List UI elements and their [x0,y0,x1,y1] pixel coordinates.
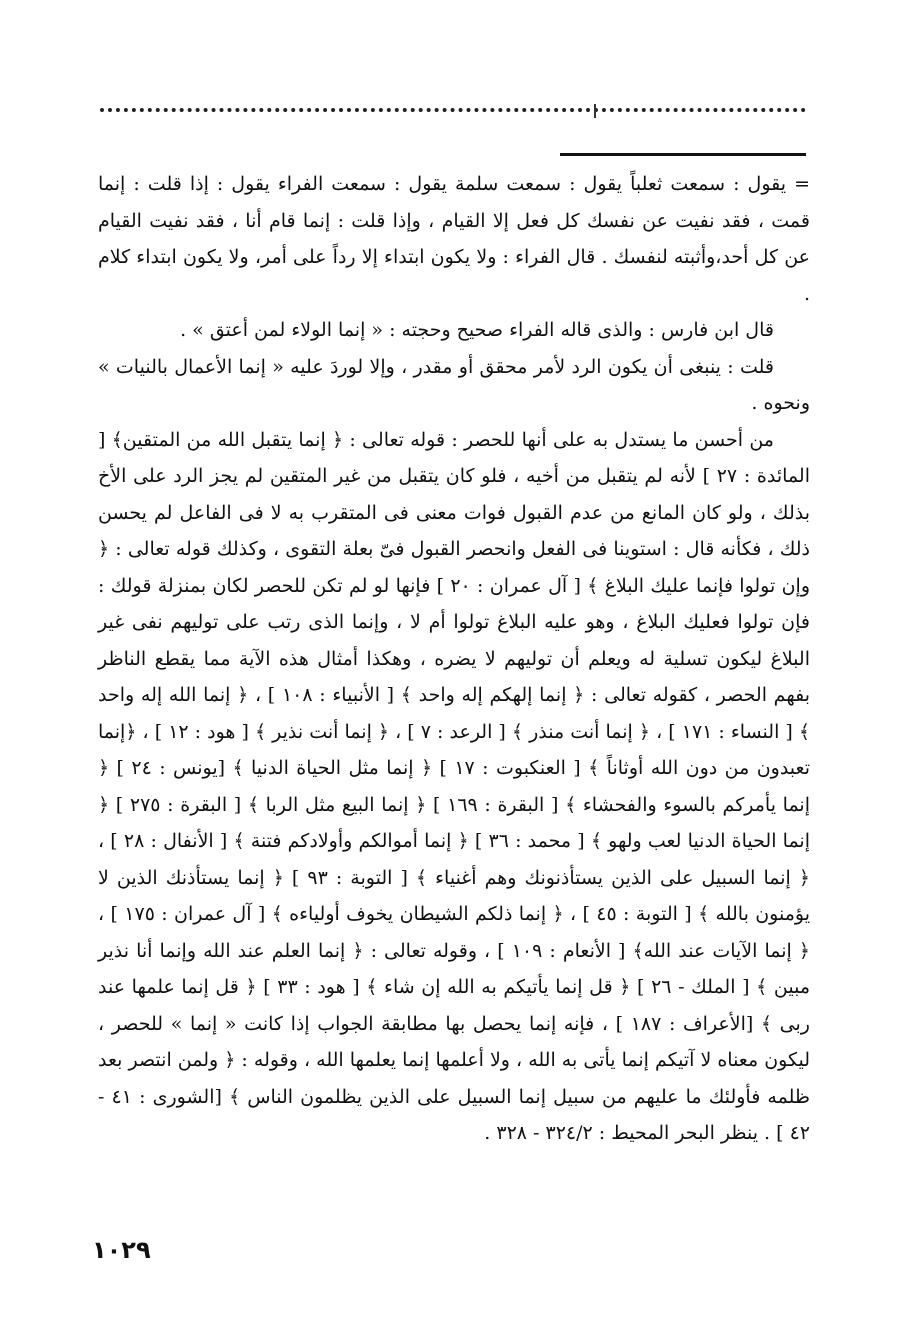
footnote-paragraph-3: قلت : ينبغى أن يكون الرد لأمر محقق أو مقدر ، وإلا لوردَ عليه « إنما الأعمال بالنيات » ونحوه . [98,355,810,414]
dotted-separator [100,108,806,124]
footnote-paragraph-1: = يقول : سمعت ثعلباً يقول : سمعت سلمة يقول : سمعت الفراء يقول : إذا قلت : إنما قمت ، فقد نفيت عن نفسك كل فعل إلا القيام ، وإذا قلت : إنما قام أنا ، فقد نفيت القيام عن كل أحد،وأثبته لنفسك . قال الفراء : ولا يكون ابتداء إلا رداً على أمر، ولا يكون ابتداء كلام . [98,173,810,305]
page-number: ١٠٢٩ [92,1236,151,1264]
footnote-rule [560,153,806,156]
footnote-text [98,166,810,1152]
footnote-paragraph-2: قال ابن فارس : والذى قاله الفراء صحيح وحجته : « إنما الولاء لمن أعتق » . [180,319,774,341]
footnote-paragraph-4: من أحسن ما يستدل به على أنها للحصر : قوله تعالى : ﴿ إنما يتقبل الله من المتقين﴾ [ المائدة : ٢٧ ] لأنه لم يتقبل من أخيه ، فلو كان يتقبل من غير المتقين لم يجز الرد على الأخ بذلك ، ولو كان المانع من عدم القبول فوات معنى فى المتقرب به لا فى الفاعل لم يحسن ذلك ، فكأنه قال : استوينا فى الفعل وانحصر القبول فىّ بعلة التقوى ، وكذلك قوله تعالى : ﴿ وإن تولوا فإنما عليك البلاغ ﴾ [ آل عمران : ٢٠ ] فإنها لو لم تكن للحصر لكان بمنزلة قولك : فإن تولوا فعليك البلاغ ، وهو عليه البلاغ تولوا أم لا ، وإنما الذى رتب على توليهم نفى غير البلاغ ليكون تسلية له ويعلم أن توليهم لا يضره ، وهكذا أمثال هذه الآية مما يقطع الناظر بفهم الحصر ، كقوله تعالى : ﴿ إنما إلهكم إله واحد ﴾ [ الأنبياء : ١٠٨ ] ، ﴿ إنما الله إله واحد ﴾ [ النساء : ١٧١ ] ، ﴿ إنما أنت منذر ﴾ [ الرعد : ٧ ] ، ﴿ إنما أنت نذير ﴾ [ هود : ١٢ ] ، ﴿إنما تعبدون من دون الله أوثاناً ﴾ [ العنكبوت : ١٧ ] ﴿ إنما مثل الحياة الدنيا ﴾ [يونس : ٢٤ ] ﴿ إنما يأمركم بالسوء والفحشاء ﴾ [ البقرة : ١٦٩ ] ﴿ إنما البيع مثل الربا ﴾ [ البقرة : ٢٧٥ ] ﴿ إنما الحياة الدنيا لعب ولهو ﴾ [ محمد : ٣٦ ] ﴿ إنما أموالكم وأولادكم فتنة ﴾ [ الأنفال : ٢٨ ] ، ﴿ إنما السبيل على الذين يستأذنونك وهم أغنياء ﴾ [ التوبة : ٩٣ ] ﴿ إنما يستأذنك الذين لا يؤمنون بالله ﴾ [ التوبة : ٤٥ ] ، ﴿ إنما ذلكم الشيطان يخوف أولياءه ﴾ [ آل عمران : ١٧٥ ] ، ﴿ إنما الآيات عند الله﴾ [ الأنعام : ١٠٩ ] ، وقوله تعالى : ﴿ إنما العلم عند الله وإنما أنا نذير مبين ﴾ [ الملك - ٢٦ ] ﴿ قل إنما يأتيكم به الله إن شاء ﴾ [ هود : ٣٣ ] ﴿ قل إنما علمها عند ربى ﴾ [الأعراف : ١٨٧ ] ، فإنه إنما يحصل بها مطابقة الجواب إذا كانت « إنما » للحصر ، ليكون معناه لا آتيكم إنما يأتى به الله ، ولا أعلمها إنما يعلمها الله ، وقوله : ﴿ ولمن انتصر بعد ظلمه فأولئك ما عليهم من سبيل إنما السبيل على الذين يظلمون الناس ﴾ [الشورى : ٤١ - ٤٢ ] . ينظر البحر المحيط : ٣٢٤/٢ - ٣٢٨ . [98,428,811,1144]
separator-tick [594,104,596,118]
